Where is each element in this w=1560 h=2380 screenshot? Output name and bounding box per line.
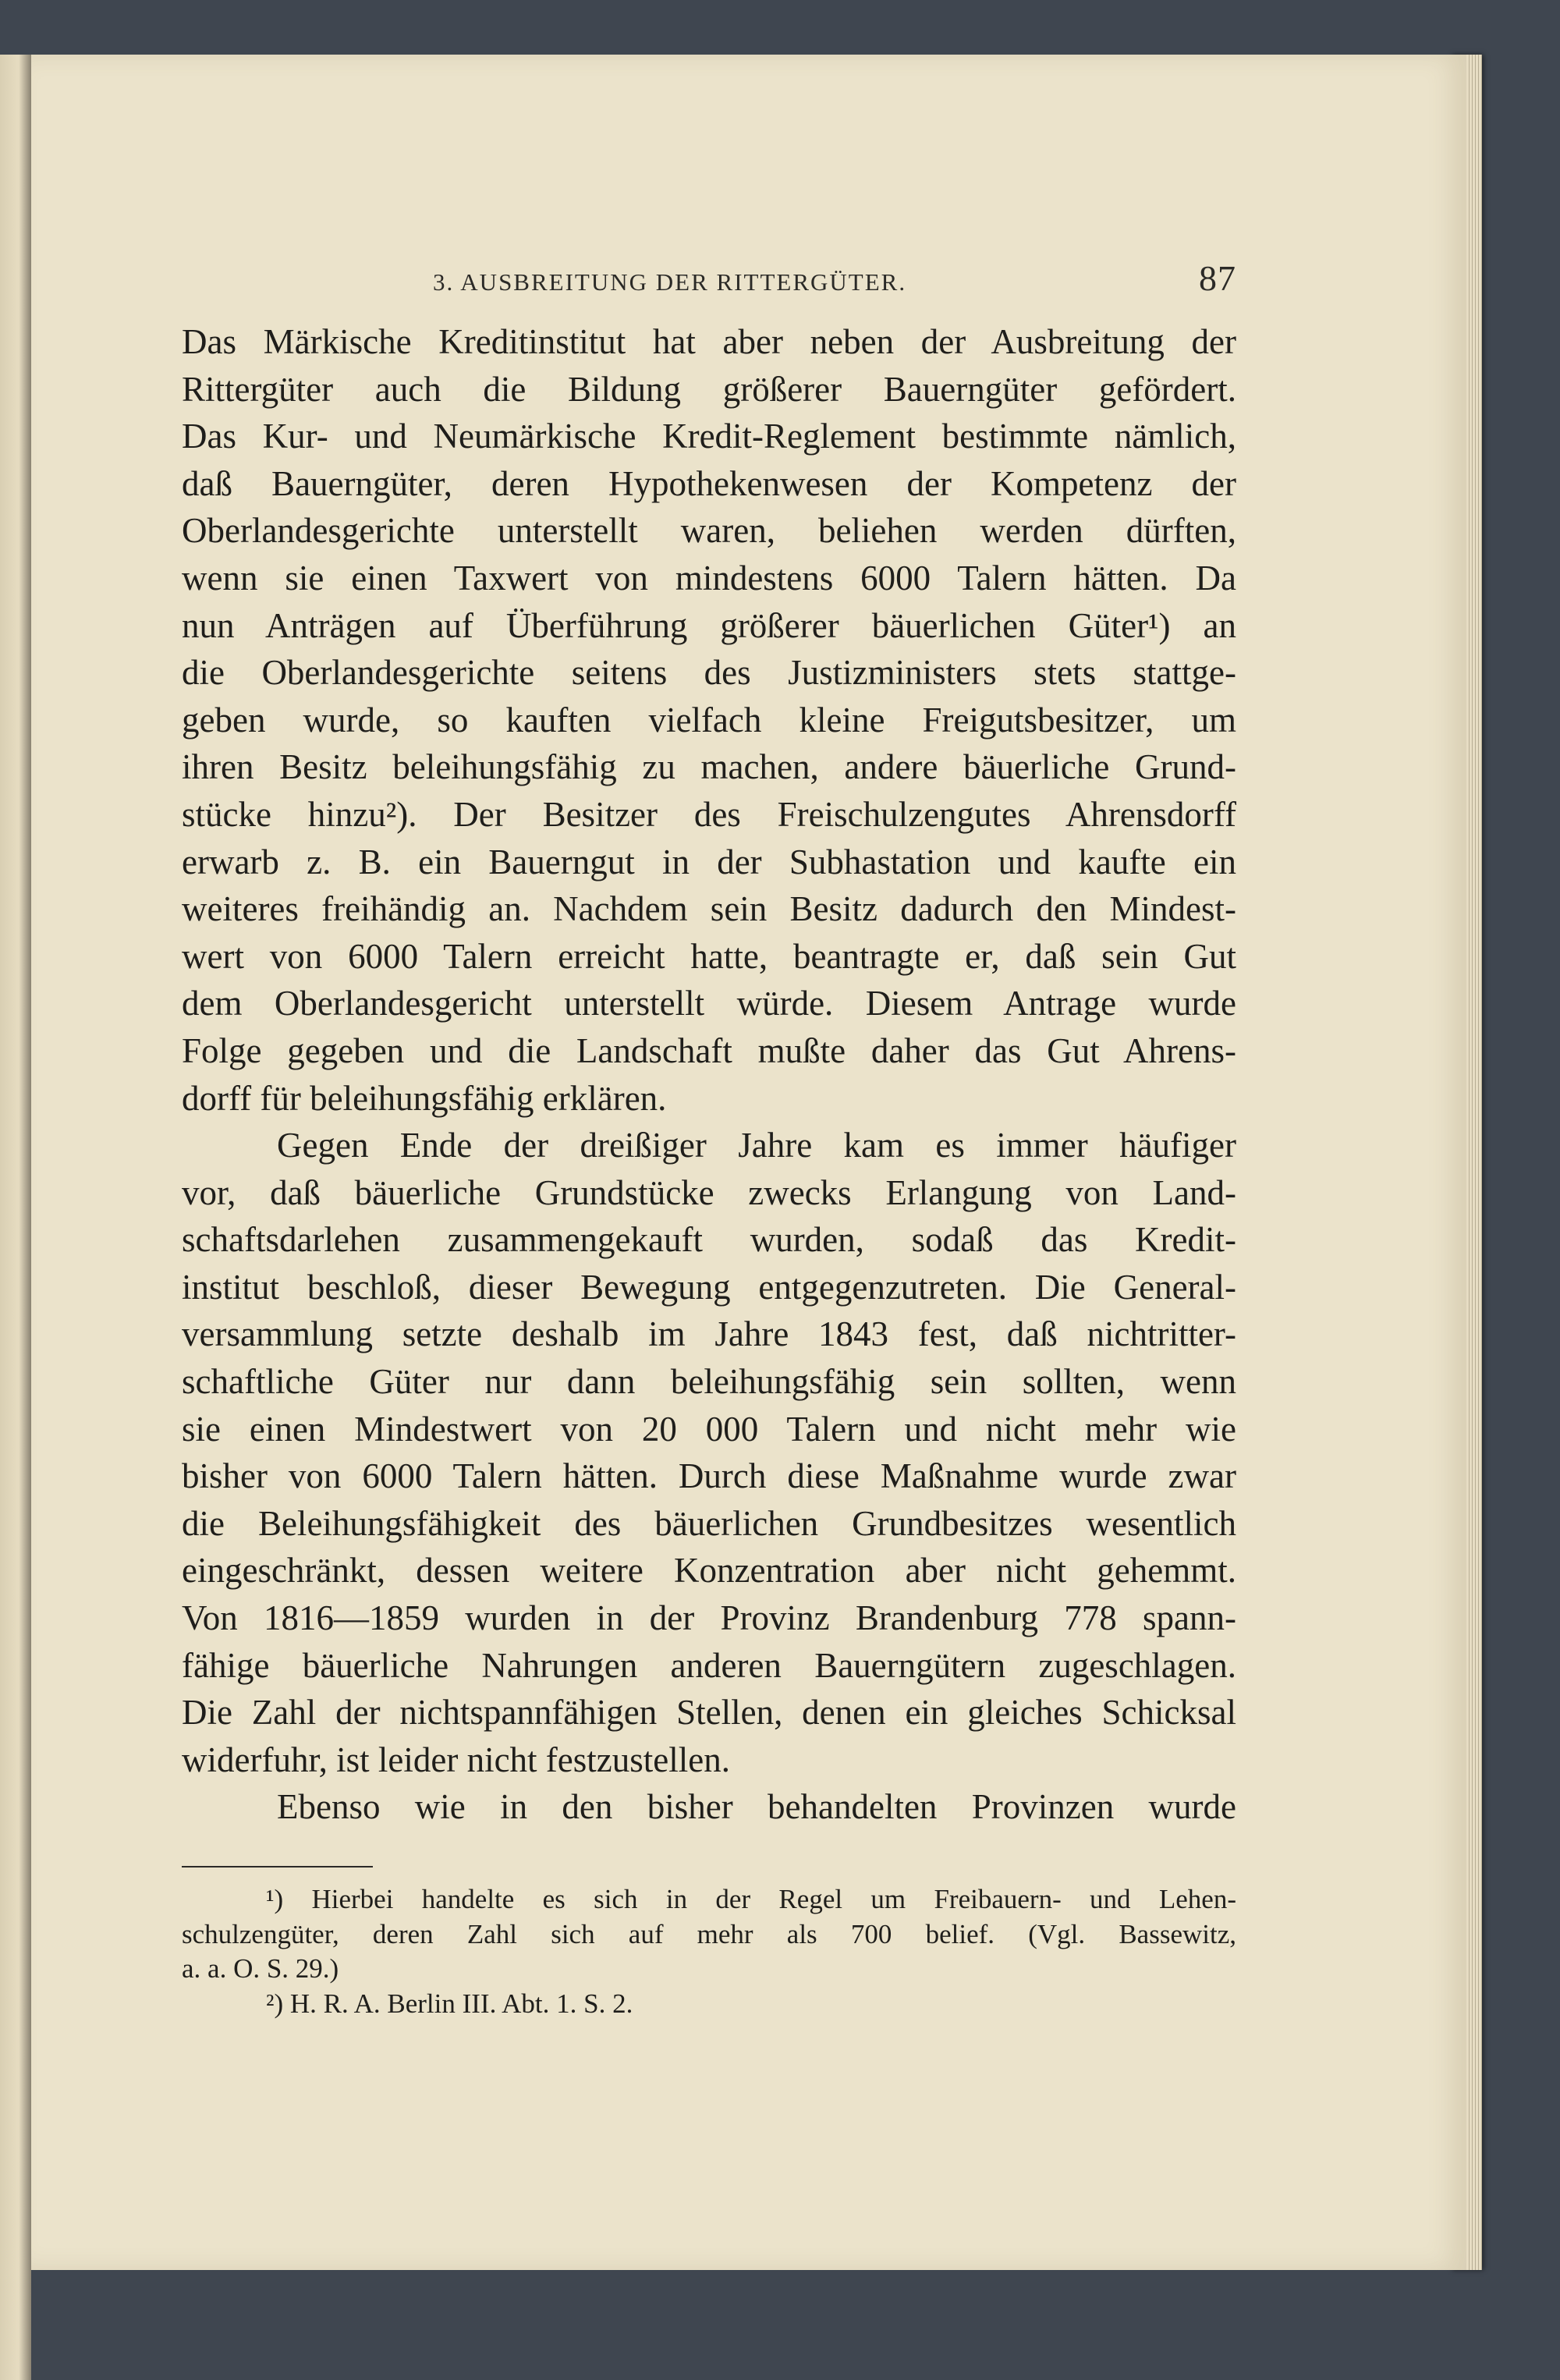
body-line: nun Anträgen auf Überführung größerer bäuerlichen Güter¹) an <box>182 605 1236 645</box>
footnote-rule <box>182 1866 373 1867</box>
body-line: bisher von 6000 Talern hätten. Durch diese Maßnahme wurde zwar <box>182 1456 1236 1496</box>
body-line: schaftsdarlehen zusammengekauft wurden, sodaß das Kredit- <box>182 1220 1236 1260</box>
body-line: wenn sie einen Taxwert von mindestens 6000 Talern hätten. Da <box>182 558 1236 598</box>
body-line: wert von 6000 Talern erreicht hatte, beantragte er, daß sein Gut <box>182 936 1236 976</box>
footnote-line: ¹) Hierbei handelte es sich in der Regel um Freibauern- und Lehen- <box>266 1884 1236 1914</box>
body-line: dorff für beleihungsfähig erklären. <box>182 1078 667 1118</box>
footnote-line: a. a. O. S. 29.) <box>182 1953 339 1984</box>
body-line: Von 1816—1859 wurden in der Provinz Brandenburg 778 spann- <box>182 1598 1236 1638</box>
running-head-title: 3. AUSBREITUNG DER RITTERGÜTER. <box>433 268 907 296</box>
body-line: dem Oberlandesgericht unterstellt würde. Diesem Antrage wurde <box>182 984 1236 1023</box>
body-line: eingeschränkt, dessen weitere Konzentration aber nicht gehemmt. <box>182 1551 1236 1591</box>
body-line: Oberlandesgerichte unterstellt waren, beliehen werden dürften, <box>182 511 1236 551</box>
body-line: weiteres freihändig an. Nachdem sein Besitz dadurch den Mindest- <box>182 889 1236 929</box>
body-line: Das Kur- und Neumärkische Kredit-Reglement bestimmte nämlich, <box>182 417 1236 456</box>
body-line: versammlung setzte deshalb im Jahre 1843 fest, daß nichtritter- <box>182 1314 1236 1354</box>
body-line: Ebenso wie in den bisher behandelten Provinzen wurde <box>277 1787 1236 1827</box>
body-line: Rittergüter auch die Bildung größerer Bauerngüter gefördert. <box>182 369 1236 409</box>
body-line: daß Bauerngüter, deren Hypothekenwesen der Kompetenz der <box>182 463 1236 503</box>
page-number: 87 <box>1199 258 1236 298</box>
body-text <box>182 318 1236 1831</box>
body-line: erwarb z. B. ein Bauerngut in der Subhastation und kaufte ein <box>182 842 1236 881</box>
body-line: Die Zahl der nichtspannfähigen Stellen, denen ein gleiches Schicksal <box>182 1693 1236 1733</box>
body-line: sie einen Mindestwert von 20 000 Talern und nicht mehr wie <box>182 1409 1236 1449</box>
running-head <box>433 257 1236 299</box>
body-line: geben wurde, so kauften vielfach kleine Freigutsbesitzer, um <box>182 700 1236 740</box>
body-line: vor, daß bäuerliche Grundstücke zwecks Erlangung von Land- <box>182 1172 1236 1212</box>
body-line: Gegen Ende der dreißiger Jahre kam es immer häufiger <box>277 1126 1236 1165</box>
footnotes <box>182 1882 1236 2021</box>
adjacent-page-edge <box>0 55 31 2380</box>
body-line: die Oberlandesgerichte seitens des Justizministers stets stattge- <box>182 653 1236 693</box>
body-line: ihren Besitz beleihungsfähig zu machen, andere bäuerliche Grund- <box>182 747 1236 787</box>
body-line: fähige bäuerliche Nahrungen anderen Bauerngütern zugeschlagen. <box>182 1645 1236 1685</box>
body-line: die Beleihungsfähigkeit des bäuerlichen Grundbesitzes wesentlich <box>182 1503 1236 1543</box>
footnote-line: schulzengüter, deren Zahl sich auf mehr als 700 belief. (Vgl. Bassewitz, <box>182 1918 1236 1949</box>
body-line: stücke hinzu²). Der Besitzer des Freischulzengutes Ahrensdorff <box>182 794 1236 834</box>
footnote-line: ²) H. R. A. Berlin III. Abt. 1. S. 2. <box>266 1988 633 2019</box>
body-line: schaftliche Güter nur dann beleihungsfähig sein sollten, wenn <box>182 1362 1236 1402</box>
body-line: widerfuhr, ist leider nicht festzustellen. <box>182 1740 730 1779</box>
body-line: Folge gegeben und die Landschaft mußte daher das Gut Ahrens- <box>182 1030 1236 1070</box>
body-line: Das Märkische Kreditinstitut hat aber neben der Ausbreitung der <box>182 322 1236 361</box>
body-line: institut beschloß, dieser Bewegung entgegenzutreten. Die General- <box>182 1267 1236 1307</box>
